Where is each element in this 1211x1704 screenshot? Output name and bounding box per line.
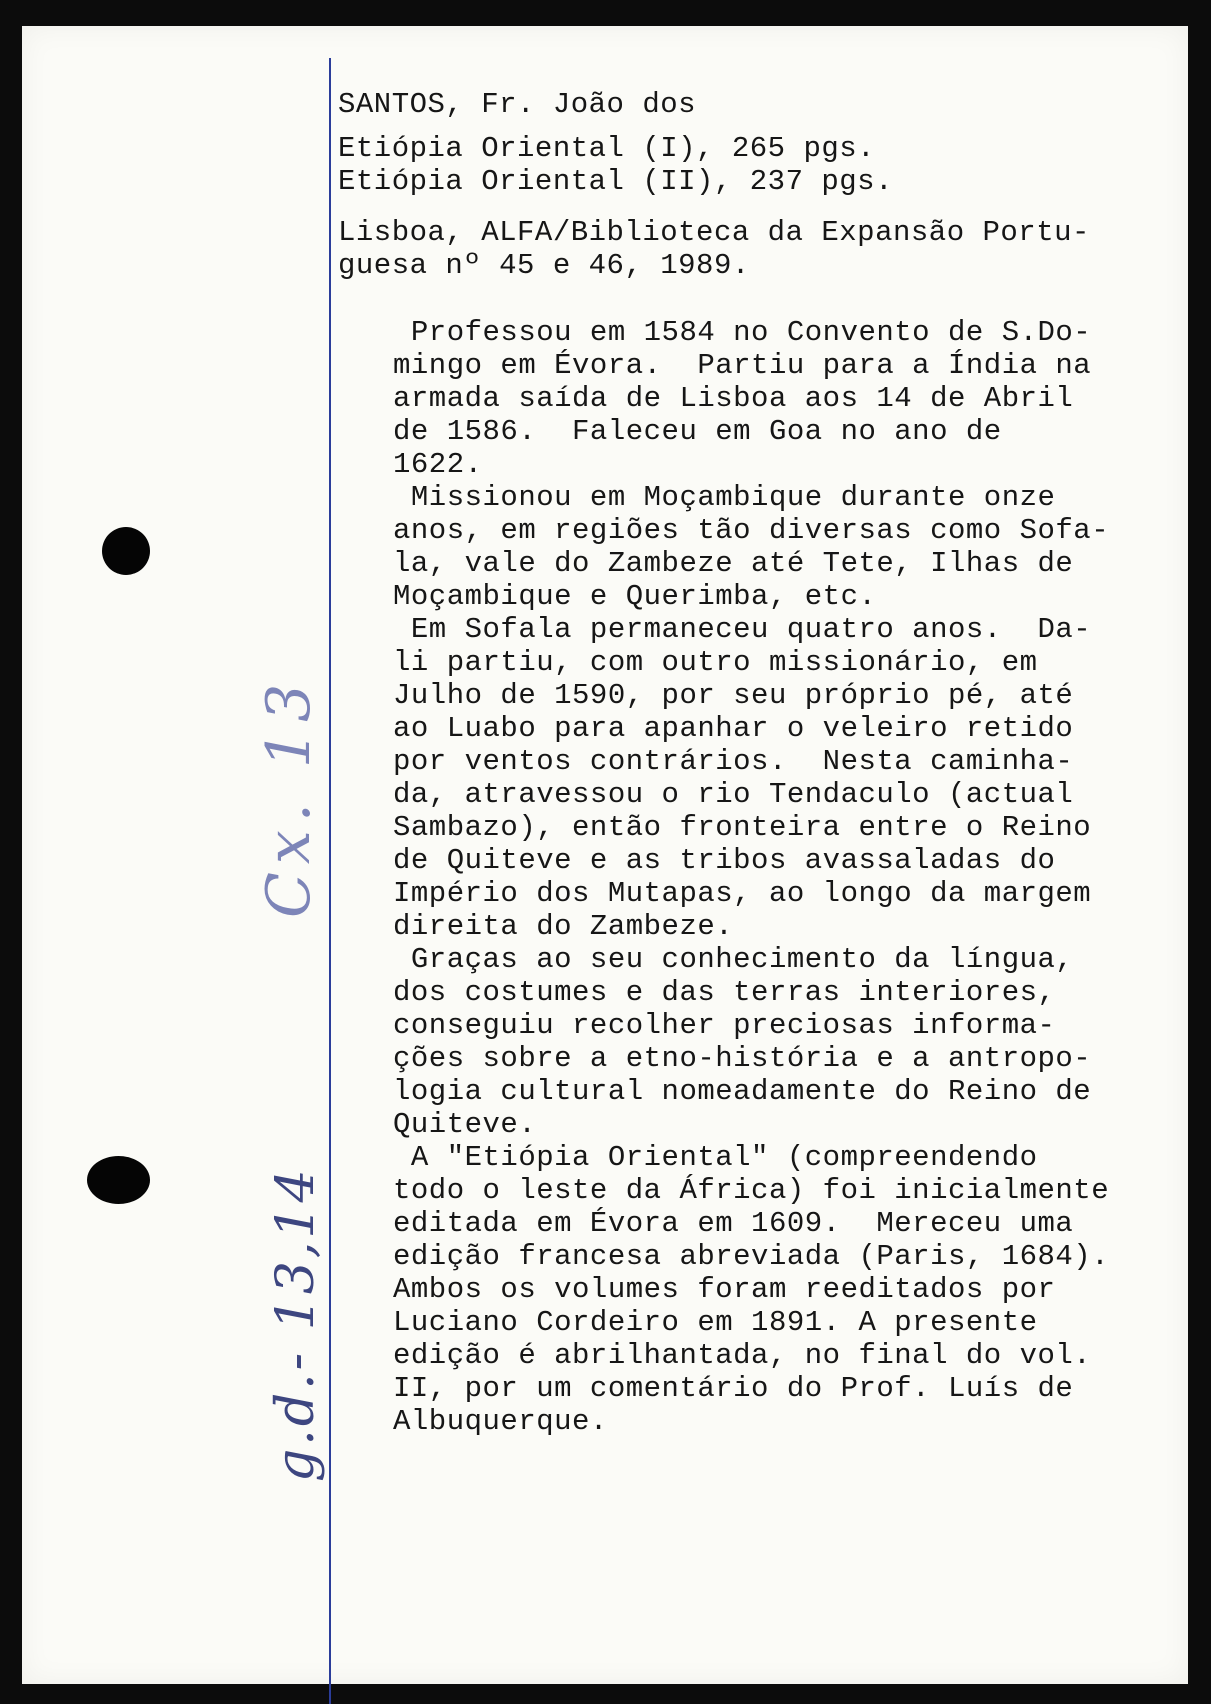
body-line: edição francesa abreviada (Paris, 1684). [393,1240,1110,1273]
title-line: Etiópia Oriental (I), 265 pgs. [338,132,876,165]
body-line: Sambazo), então fronteira entre o Reino [393,811,1092,844]
body-line: mingo em Évora. Partiu para a Índia na [393,349,1092,382]
body-line: ao Luabo para apanhar o veleiro retido [393,712,1074,745]
body-line: Ambos os volumes foram reeditados por [393,1273,1056,1306]
body-line: Professou em 1584 no Convento de S.Do- [393,316,1092,349]
body-line: edição é abrilhantada, no final do vol. [393,1339,1092,1372]
body-line: todo o leste da África) foi inicialmente [393,1174,1110,1207]
body-line: direita do Zambeze. [393,910,734,943]
publication-line: guesa nº 45 e 46, 1989. [338,249,750,282]
body-line: dos costumes e das terras interiores, [393,976,1056,1009]
body-line: armada saída de Lisboa aos 14 de Abril [393,382,1074,415]
body-line: ções sobre a etno-história e a antropo- [393,1042,1092,1075]
body-line: da, atravessou o rio Tendaculo (actual [393,778,1074,811]
publication-line: Lisboa, ALFA/Biblioteca da Expansão Portu- [338,216,1090,249]
body-line: editada em Évora em 1609. Mereceu uma [393,1207,1074,1240]
punch-hole [102,527,150,575]
punch-hole [87,1156,150,1204]
body-line: A "Etiópia Oriental" (compreendendo [393,1141,1038,1174]
body-line: de Quiteve e as tribos avassaladas do [393,844,1056,877]
body-line: la, vale do Zambeze até Tete, Ilhas de [393,547,1074,580]
body-line: Missionou em Moçambique durante onze [393,481,1056,514]
publication-block [338,216,1090,282]
body-line: Albuquerque. [393,1405,608,1438]
body-line: li partiu, com outro missionário, em [393,646,1038,679]
body-line: logia cultural nomeadamente do Reino de [393,1075,1092,1108]
body-text [393,316,1109,1438]
body-line: Quiteve. [393,1108,537,1141]
shelf-mark-annotation: g.d.- 13,14 [266,1166,326,1482]
body-line: por ventos contrários. Nesta caminha- [393,745,1074,778]
author-heading: SANTOS, Fr. João dos [338,88,697,121]
title-line: Etiópia Oriental (II), 237 pgs. [338,165,893,198]
body-line: 1622. [393,448,483,481]
margin-line [329,58,331,1704]
body-line: de 1586. Faleceu em Goa no ano de [393,415,1002,448]
body-line: Luciano Cordeiro em 1891. A presente [393,1306,1038,1339]
title-block [338,132,893,198]
body-line: Moçambique e Querimba, etc. [393,580,877,613]
body-line: anos, em regiões tão diversas como Sofa- [393,514,1110,547]
body-line: Julho de 1590, por seu próprio pé, até [393,679,1074,712]
body-line: conseguiu recolher preciosas informa- [393,1009,1056,1042]
body-line: Em Sofala permaneceu quatro anos. Da- [393,613,1092,646]
body-line: Império dos Mutapas, ao longo da margem [393,877,1092,910]
body-line: Graças ao seu conhecimento da língua, [393,943,1074,976]
box-number-annotation: Cx. 13 [254,675,324,918]
body-line: II, por um comentário do Prof. Luís de [393,1372,1074,1405]
